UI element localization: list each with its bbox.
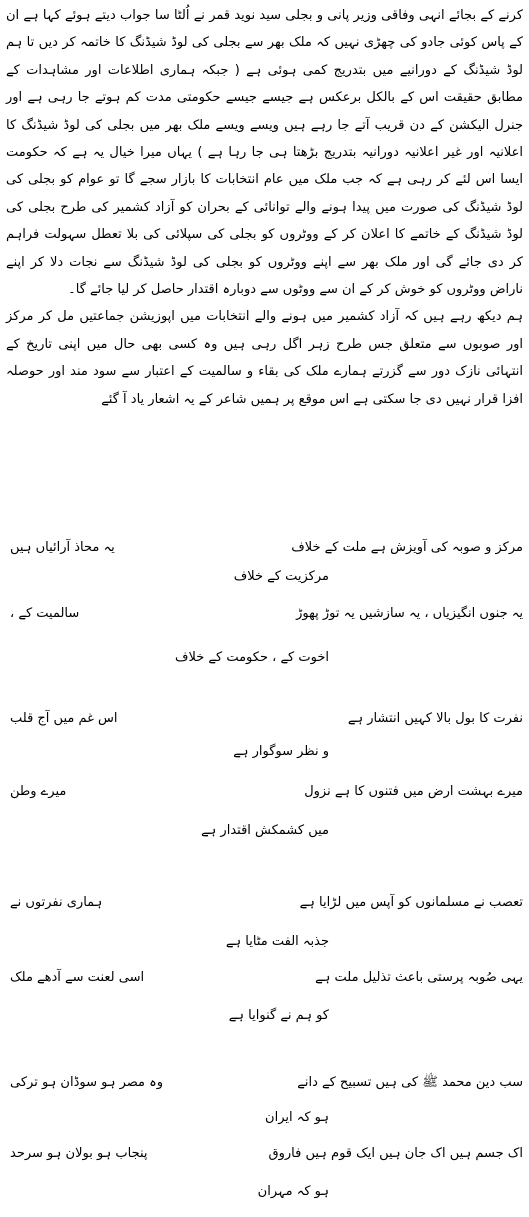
- paragraph-2: ہم دیکھ رہے ہیں کہ آزاد کشمیر میں ہونے والے انتخابات میں اپوزیشن جماعتیں مل کر مرکز اور صوبوں سے متعلق جس طرح زہر اگل رہی ہیں وہ کسی بھی حال میں اپنی تاریخ کے انتہائی نازک دور سے گزرتے ہمارے ملک کی بقاء و سالمیت کے اعتبار سے سود مند اور حوصلہ افزا قرار نہیں دی جا سکتی ہے اس موقع پر ہمیں شاعر کے یہ اشعار یاد آ گئے: [6, 309, 523, 407]
- verse-hemistich: مرکز و صوبہ کی آویزش ہے ملت کے خلاف: [291, 540, 523, 555]
- verse-hemistich: پنجاب ہو بولان ہو سرحد: [10, 1146, 148, 1161]
- verse-hemistich: ہماری نفرتوں نے: [10, 895, 103, 910]
- verse-hemistich: وہ مصر ہو سوڈان ہو ترکی: [10, 1075, 164, 1090]
- verse-hemistich: ہو کہ ایران: [265, 1110, 329, 1125]
- verse-hemistich: اسی لعنت سے آدھے ملک: [10, 970, 145, 985]
- verse-hemistich: یہی صُوبہ پرستی باعث تذلیل ملت ہے: [315, 970, 523, 985]
- verse-hemistich: میرے بہشت ارض میں فتنوں کا ہے نزول: [304, 784, 523, 799]
- verse-hemistich: سب دین محمد ﷺ کی ہیں تسبیح کے دانے: [297, 1075, 523, 1090]
- verse-hemistich: اخوت کے ، حکومت کے خلاف: [174, 650, 329, 665]
- paragraph-1: کرنے کے بجائے انہی وفاقی وزیر پانی و بجلی سید نوید قمر نے اُلٹا سا جواب دیتے ہوئے کہا ہے ان کے پاس کوئی جادو کی چھڑی نہیں کہ ملک بھر سے بجلی کی لوڈ شیڈنگ کا خاتمہ کر دیں تا ہم لوڈ شیڈنگ کے دورانیے میں بتدریج کمی ہوئی ہے ( جبکہ ہماری اطلاعات اور مشاہدات کے مطابق حقیقت اس کے بالکل برعکس ہے جیسے جیسے حکومتی مدت کم ہوتے جا رہی ہے اور جنرل الیکشن کے دن قریب آتے جا رہے ہیں ویسے ویسے ملک بھر میں بجلی کی لوڈ شیڈنگ کا اعلانیہ اور غیر اعلانیہ دورانیہ بتدریج بڑھتا ہی جا رہا ہے ) یہاں میرا خیال یہ ہے کہ حکومت ایسا اس لئے کر رہی ہے کہ جب ملک میں عام انتخابات کا بازار سجے گا تو عوام کو بجلی کی لوڈ شیڈنگ کی صورت میں پیدا ہونے والے توانائی کے بحران کو آزاد کشمیر کی طرح بجلی کی لوڈ شیڈنگ کے خاتمے کا اعلان کر کے ووٹروں کو بجلی کی سپلائی کی بلا تعطل سہولت فراہم کر دی جائے گی اور ملک بھر سے اپنے ووٹروں کو بجلی کی لوڈ شیڈنگ سے نجات دلا کر اپنے ناراض ووٹروں کو خوش کر کے ان سے ووٹوں سے دوبارہ اقتدار حاصل کر لیا جائے گا۔: [6, 8, 523, 298]
- verse-hemistich: سالمیت کے ،: [10, 606, 80, 621]
- verse-hemistich: مرکزیت کے خلاف: [233, 569, 329, 584]
- verse-hemistich: تعصب نے مسلمانوں کو آپس میں لڑایا ہے: [299, 895, 523, 910]
- verse-hemistich: میں کشمکش اقتدار ہے: [201, 823, 329, 838]
- verse-hemistich: کو ہم نے گنوایا ہے: [228, 1008, 329, 1023]
- verse-hemistich: اک جسم ہیں اک جان ہیں ایک قوم ہیں فاروق: [268, 1146, 523, 1161]
- verse-hemistich: جذبہ الفت مٹایا ہے: [225, 934, 329, 949]
- verse-hemistich: ہو کہ مہران: [257, 1184, 329, 1199]
- verse-hemistich: اس غم میں آج قلب: [10, 711, 118, 726]
- verse-hemistich: و نظر سوگوار ہے: [233, 744, 329, 759]
- verse-hemistich: یہ جنوں انگیزیاں ، یہ سازشیں یہ توڑ پھوڑ: [296, 606, 523, 621]
- verse-hemistich: یہ محاذ آرائیاں ہیں: [10, 540, 115, 555]
- verse-hemistich: میرے وطن: [10, 784, 67, 799]
- article-body: [6, 2, 523, 413]
- verse-hemistich: نفرت کا بول بالا کہیں انتشار ہے: [347, 711, 523, 726]
